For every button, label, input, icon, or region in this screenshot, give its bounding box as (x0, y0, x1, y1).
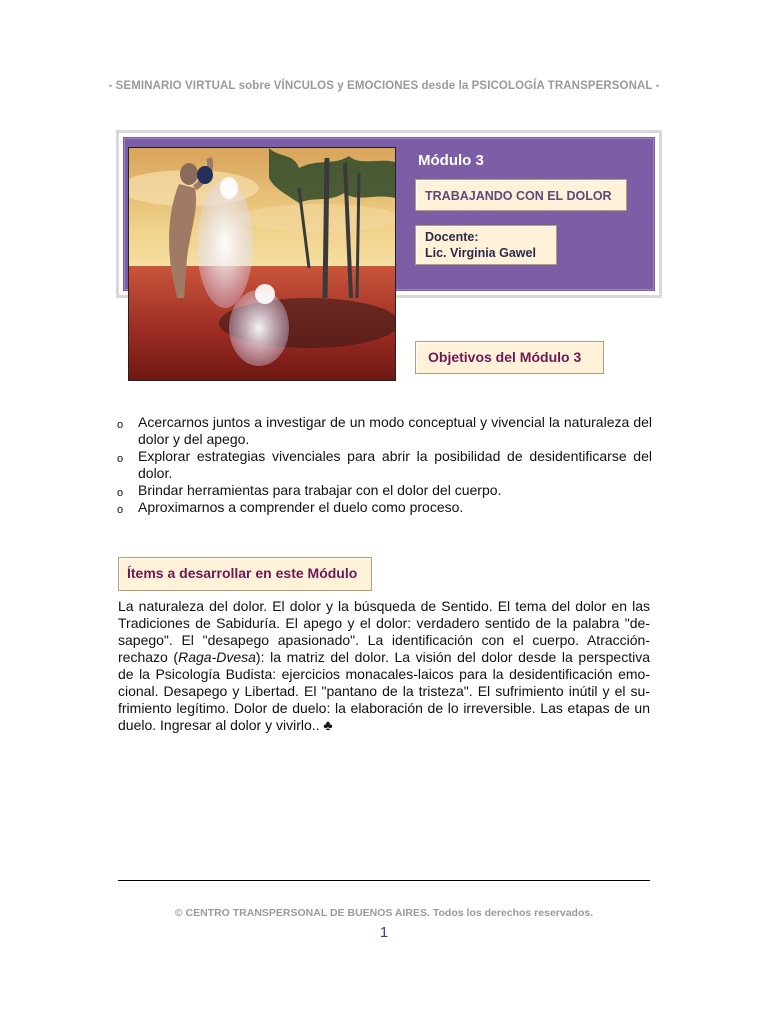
docente-box (415, 225, 557, 265)
items-paragraph (118, 598, 650, 734)
module-number: Módulo 3 (418, 152, 484, 169)
bullet-icon: o (117, 487, 124, 499)
list-item (116, 499, 652, 516)
paragraph-line: cional. Desapego y Libertad. El "pantano de la tristeza". El sufrimiento inútil y el su- (118, 683, 650, 699)
list-item (116, 482, 652, 499)
objectives-list (116, 414, 652, 516)
paragraph-line: frimiento legítimo. Dolor de duelo: la elaboración de lo irreversible. Las etapas de un (118, 700, 650, 716)
paragraph-line-end: ): la matriz del dolor. La visión del dolor desde la perspectiva (255, 649, 651, 665)
paragraph-line-start: rechazo ( (118, 649, 179, 665)
objective-text: Aproximarnos a comprender el duelo como proceso. (138, 499, 464, 515)
bullet-icon: o (117, 453, 124, 465)
module-topic-box (415, 179, 627, 211)
items-heading: Ítems a desarrollar en este Módulo (127, 565, 358, 581)
document-header: - SEMINARIO VIRTUAL sobre VÍNCULOS y EMOCIONES desde la PSICOLOGÍA TRANSPERSONAL - (108, 80, 660, 92)
module-illustration (128, 147, 396, 381)
module-topic: TRABAJANDO CON EL DOLOR (425, 189, 612, 203)
paragraph-line: La naturaleza del dolor. El dolor y la búsqueda de Sentido. El tema del dolor en las (118, 598, 650, 614)
paragraph-line: duelo. Ingresar al dolor y vivirlo.. ♣ (118, 717, 333, 733)
objective-text: Explorar estrategias vivenciales para abrir la posibilidad de desidentificarse del dolor. (138, 448, 652, 481)
list-item (116, 448, 652, 482)
paragraph-line: de la Psicología Budista: ejercicios monacales-laicos para la desidentificación emo- (118, 666, 650, 682)
paragraph-line (118, 649, 650, 666)
raga-dvesa-term: Raga-Dvesa (178, 649, 256, 665)
footer-copyright: © CENTRO TRANSPERSONAL DE BUENOS AIRES. Todos los derechos reservados. (174, 907, 594, 919)
paragraph-line: Tradiciones de Sabiduría. El apego y el dolor: verdadero sentido de la palabra "de- (118, 615, 650, 631)
bullet-icon: o (117, 419, 124, 431)
objective-text: Brindar herramientas para trabajar con el dolor del cuerpo. (138, 482, 502, 498)
bullet-icon: o (117, 504, 124, 516)
illustration-figures-trees (129, 148, 395, 380)
footer-divider (118, 880, 650, 881)
objective-text: Acercarnos juntos a investigar de un modo conceptual y vivencial la naturaleza del dolor y del apego. (138, 414, 652, 447)
objectives-heading: Objetivos del Módulo 3 (428, 349, 582, 365)
paragraph-line: sapego". El "desapego apasionado". La identificación con el cuerpo. Atracción- (118, 632, 650, 648)
page-number: 1 (379, 924, 389, 941)
items-heading-box (118, 557, 372, 591)
objectives-heading-box (415, 341, 604, 374)
list-item (116, 414, 652, 448)
docente-label: Docente: (425, 230, 479, 244)
docente-name: Lic. Virginia Gawel (425, 246, 536, 260)
